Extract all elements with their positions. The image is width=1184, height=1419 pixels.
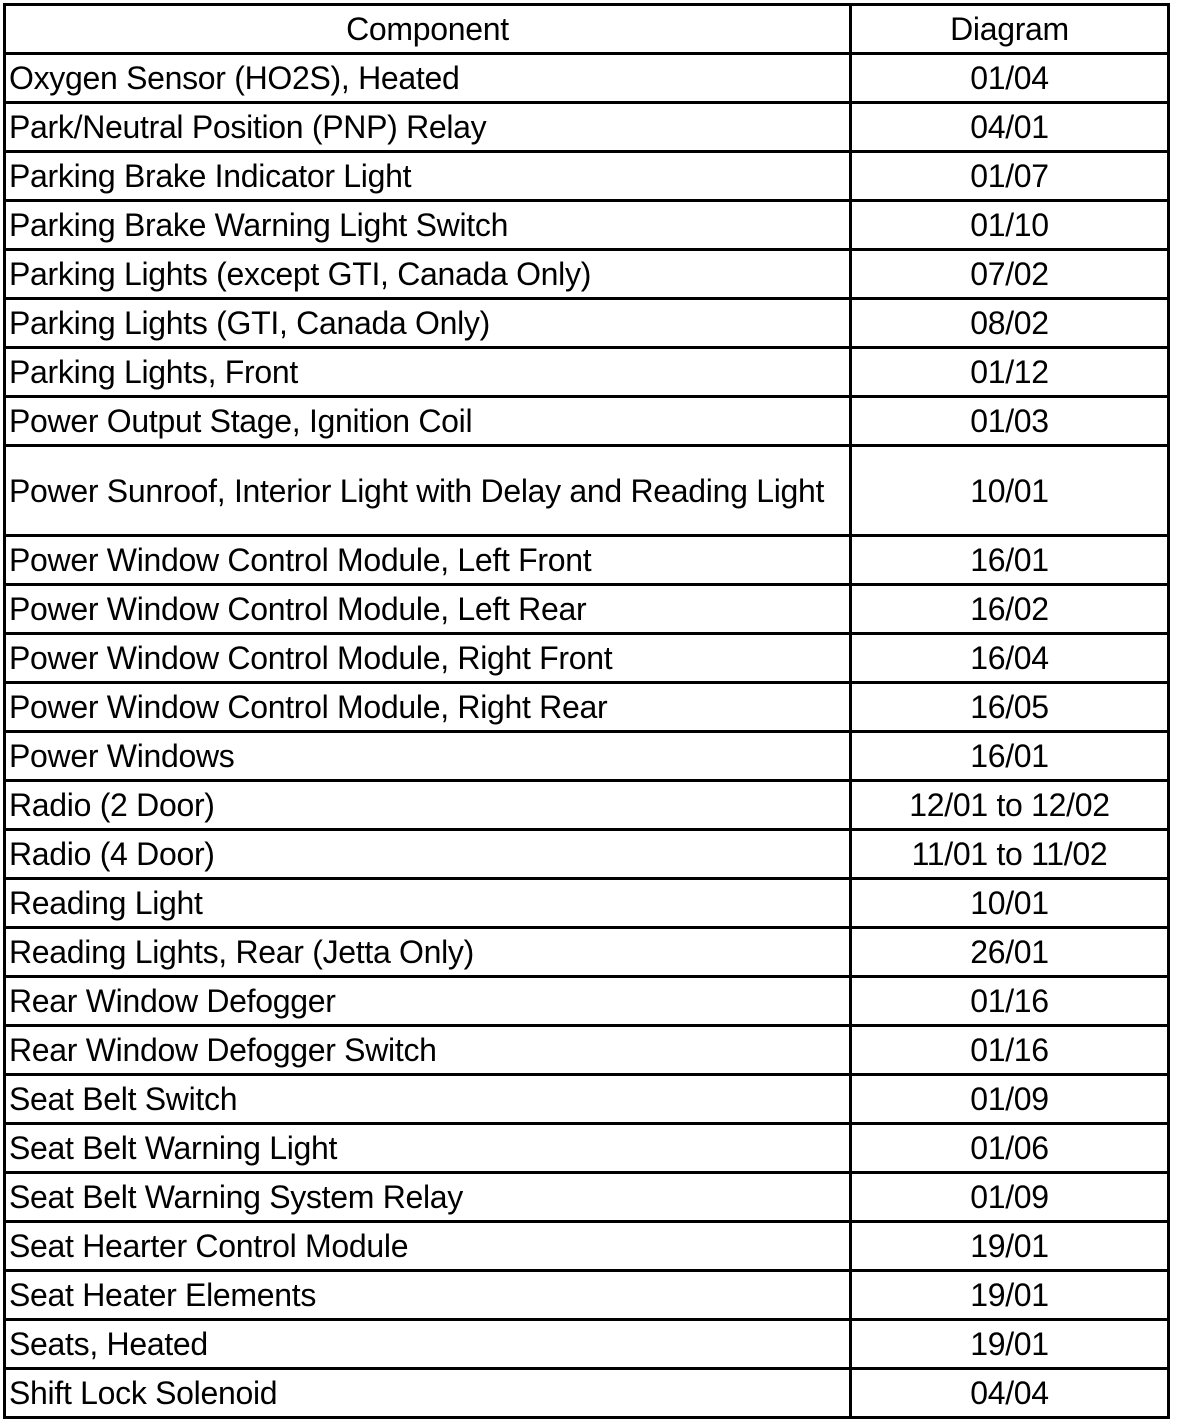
component-cell: Seat Heater Elements <box>5 1271 851 1320</box>
component-cell: Seat Belt Switch <box>5 1075 851 1124</box>
table-row <box>5 1124 1169 1173</box>
component-cell: Power Window Control Module, Right Front <box>5 634 851 683</box>
component-cell: Rear Window Defogger <box>5 977 851 1026</box>
diagram-cell: 16/01 <box>851 732 1169 781</box>
diagram-column-header: Diagram <box>851 5 1169 54</box>
component-cell: Reading Lights, Rear (Jetta Only) <box>5 928 851 977</box>
component-cell: Power Output Stage, Ignition Coil <box>5 397 851 446</box>
table-row <box>5 446 1169 536</box>
component-diagram-table <box>3 3 1170 1419</box>
diagram-cell: 04/01 <box>851 103 1169 152</box>
component-cell: Parking Brake Indicator Light <box>5 152 851 201</box>
diagram-cell: 08/02 <box>851 299 1169 348</box>
diagram-cell: 01/16 <box>851 977 1169 1026</box>
table-row <box>5 348 1169 397</box>
table-row <box>5 977 1169 1026</box>
diagram-cell: 19/01 <box>851 1320 1169 1369</box>
diagram-cell: 10/01 <box>851 446 1169 536</box>
table-row <box>5 1026 1169 1075</box>
diagram-cell: 01/06 <box>851 1124 1169 1173</box>
diagram-cell: 01/16 <box>851 1026 1169 1075</box>
component-cell: Power Window Control Module, Left Rear <box>5 585 851 634</box>
component-cell: Reading Light <box>5 879 851 928</box>
diagram-cell: 01/03 <box>851 397 1169 446</box>
table-row <box>5 152 1169 201</box>
table-row <box>5 54 1169 103</box>
table-row <box>5 1075 1169 1124</box>
component-table-frame <box>3 3 1169 1411</box>
header-row <box>5 5 1169 54</box>
diagram-cell: 11/01 to 11/02 <box>851 830 1169 879</box>
component-cell: Parking Lights (except GTI, Canada Only) <box>5 250 851 299</box>
diagram-cell: 26/01 <box>851 928 1169 977</box>
diagram-cell: 01/12 <box>851 348 1169 397</box>
diagram-cell: 01/04 <box>851 54 1169 103</box>
component-cell: Parking Brake Warning Light Switch <box>5 201 851 250</box>
component-cell: Rear Window Defogger Switch <box>5 1026 851 1075</box>
component-cell: Radio (2 Door) <box>5 781 851 830</box>
table-row <box>5 299 1169 348</box>
diagram-cell: 16/05 <box>851 683 1169 732</box>
component-cell: Power Window Control Module, Left Front <box>5 536 851 585</box>
table-row <box>5 536 1169 585</box>
table-row <box>5 397 1169 446</box>
table-row <box>5 1271 1169 1320</box>
diagram-cell: 10/01 <box>851 879 1169 928</box>
diagram-cell: 01/09 <box>851 1173 1169 1222</box>
diagram-cell: 01/07 <box>851 152 1169 201</box>
table-row <box>5 634 1169 683</box>
table-row <box>5 103 1169 152</box>
diagram-cell: 01/09 <box>851 1075 1169 1124</box>
table-row <box>5 683 1169 732</box>
diagram-cell: 04/04 <box>851 1369 1169 1418</box>
diagram-cell: 19/01 <box>851 1222 1169 1271</box>
diagram-cell: 07/02 <box>851 250 1169 299</box>
table-row <box>5 928 1169 977</box>
diagram-cell: 16/01 <box>851 536 1169 585</box>
diagram-cell: 01/10 <box>851 201 1169 250</box>
table-row <box>5 1222 1169 1271</box>
table-body <box>5 54 1169 1418</box>
component-cell: Seat Hearter Control Module <box>5 1222 851 1271</box>
component-cell: Radio (4 Door) <box>5 830 851 879</box>
component-cell: Shift Lock Solenoid <box>5 1369 851 1418</box>
table-row <box>5 781 1169 830</box>
component-cell: Seat Belt Warning System Relay <box>5 1173 851 1222</box>
table-header <box>5 5 1169 54</box>
component-cell: Seat Belt Warning Light <box>5 1124 851 1173</box>
component-cell: Power Sunroof, Interior Light with Delay and Reading Light <box>5 446 851 536</box>
table-row <box>5 250 1169 299</box>
diagram-cell: 16/04 <box>851 634 1169 683</box>
table-row <box>5 732 1169 781</box>
table-row <box>5 830 1169 879</box>
component-cell: Parking Lights (GTI, Canada Only) <box>5 299 851 348</box>
table-row <box>5 879 1169 928</box>
table-row <box>5 1369 1169 1418</box>
component-cell: Oxygen Sensor (HO2S), Heated <box>5 54 851 103</box>
component-cell: Power Window Control Module, Right Rear <box>5 683 851 732</box>
table-row <box>5 585 1169 634</box>
table-row <box>5 1320 1169 1369</box>
component-column-header: Component <box>5 5 851 54</box>
component-cell: Seats, Heated <box>5 1320 851 1369</box>
table-row <box>5 201 1169 250</box>
component-cell: Power Windows <box>5 732 851 781</box>
component-cell: Parking Lights, Front <box>5 348 851 397</box>
diagram-cell: 12/01 to 12/02 <box>851 781 1169 830</box>
diagram-cell: 19/01 <box>851 1271 1169 1320</box>
diagram-cell: 16/02 <box>851 585 1169 634</box>
component-cell: Park/Neutral Position (PNP) Relay <box>5 103 851 152</box>
table-row <box>5 1173 1169 1222</box>
